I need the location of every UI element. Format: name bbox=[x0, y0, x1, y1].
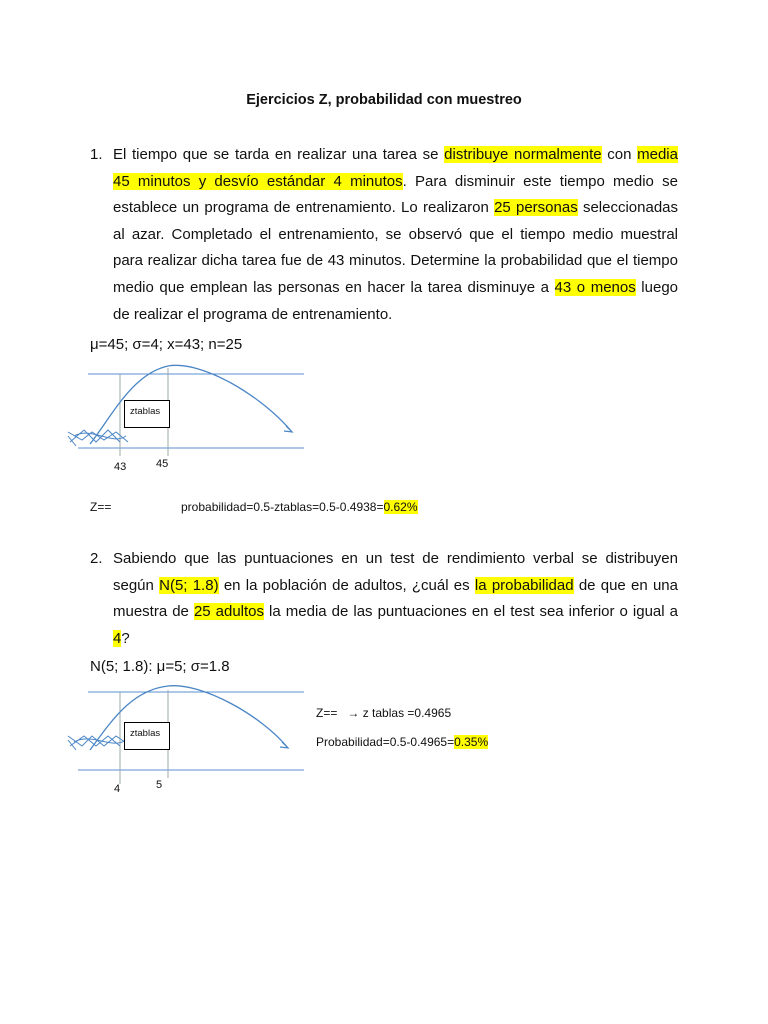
exercise-2-z-line bbox=[316, 706, 451, 720]
probability-formula: probabilidad=0.5-ztablas=0.5-0.4938= bbox=[181, 500, 384, 514]
text-run: . Para disminuir este tiempo medio se establece un programa de entrenamiento. Lo realizaron bbox=[113, 172, 678, 217]
probability-formula: Probabilidad=0.5-0.4965= bbox=[316, 735, 455, 749]
highlight-mean-sd: media 45 minutos y desvío estándar 4 minutos bbox=[113, 146, 678, 190]
exercise-2-params: N(5; 1.8): μ=5; σ=1.8 bbox=[90, 658, 230, 675]
exercise-2-number: 2. bbox=[90, 550, 103, 567]
exercise-2-normal-curve-diagram bbox=[62, 680, 312, 800]
x-label-43: 43 bbox=[114, 461, 127, 473]
highlight-distribution: N(5; 1.8) bbox=[159, 576, 219, 594]
document-title: Ejercicios Z, probabilidad con muestreo bbox=[246, 92, 522, 108]
z-tablas-value: z tablas =0.4965 bbox=[362, 706, 452, 720]
probability-result: 0.62% bbox=[383, 500, 418, 514]
x-label-45: 45 bbox=[156, 458, 169, 470]
text-run: la media de las puntuaciones en el test sea inferior o igual a bbox=[264, 603, 678, 621]
exercise-2 bbox=[90, 546, 678, 652]
exercise-2-statement bbox=[113, 546, 678, 652]
exercise-1-z-label: Z== bbox=[90, 500, 112, 514]
normal-curve-sketch bbox=[62, 680, 312, 800]
exercise-1-number: 1. bbox=[90, 146, 103, 163]
text-run: El tiempo que se tarda en realizar una tarea se bbox=[113, 146, 445, 163]
text-run: de que en una muestra de bbox=[113, 576, 678, 621]
x-label-4: 4 bbox=[114, 783, 121, 795]
text-run: seleccionadas al azar. Completado el entrenamiento, se observó que el tiempo medio muestral para realizar dicha tarea fue de 43 minutos. Determine la probabilidad que el tiempo medio que emplean las personas en hacer la tarea disminuye a bbox=[113, 199, 679, 296]
probability-result: 0.35% bbox=[454, 735, 489, 749]
z-label: Z== bbox=[316, 706, 338, 720]
highlight-probability: la probabilidad bbox=[474, 576, 574, 594]
highlight-threshold: 43 o menos bbox=[554, 278, 636, 296]
highlight-sample-size: 25 adultos bbox=[193, 603, 265, 621]
text-run: luego de realizar el programa de entrenamiento. bbox=[113, 278, 679, 323]
highlight-sample-size: 25 personas bbox=[494, 199, 578, 217]
highlight-distribution: distribuye normalmente bbox=[444, 146, 602, 163]
exercise-1-normal-curve-diagram bbox=[62, 356, 312, 486]
right-arrow-icon: → bbox=[347, 706, 360, 720]
text-run: ? bbox=[121, 629, 130, 647]
text-run: con bbox=[601, 146, 638, 163]
exercise-2-probability bbox=[316, 735, 488, 749]
exercise-1-statement bbox=[113, 142, 678, 328]
ztablas-box: ztablas bbox=[124, 722, 170, 750]
text-run: Sabiendo que las puntuaciones en un test de rendimiento verbal se distribuyen según bbox=[113, 550, 678, 594]
ztablas-box: ztablas bbox=[124, 400, 170, 428]
exercise-1-params: μ=45; σ=4; x=43; n=25 bbox=[90, 336, 243, 353]
highlight-threshold: 4 bbox=[113, 629, 122, 647]
x-label-5: 5 bbox=[156, 779, 163, 791]
normal-curve-sketch bbox=[62, 356, 312, 486]
exercise-1-probability bbox=[181, 500, 418, 514]
text-run: en la población de adultos, ¿cuál es bbox=[218, 576, 475, 594]
exercise-1 bbox=[90, 142, 678, 328]
